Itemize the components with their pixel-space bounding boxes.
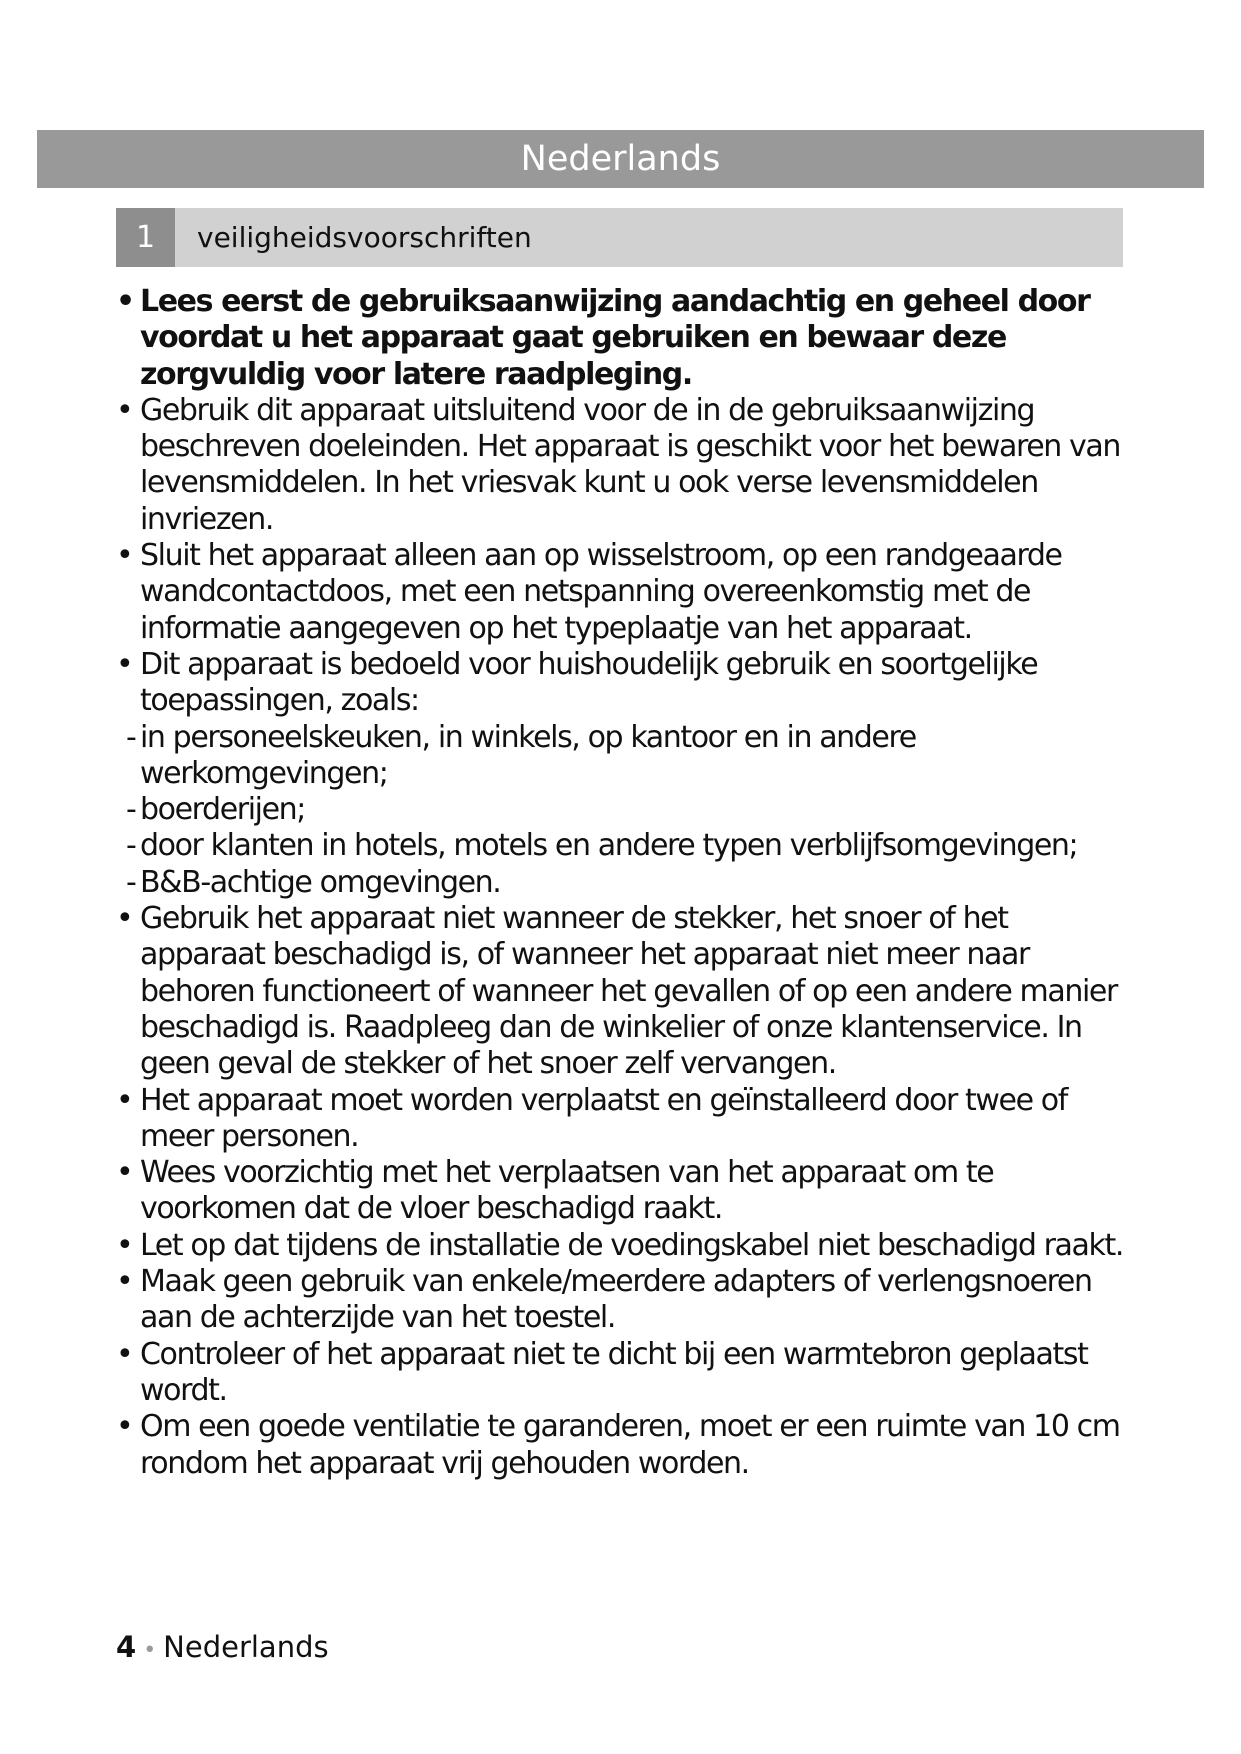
page-footer (116, 1630, 329, 1664)
list-item (116, 1155, 1126, 1228)
list-item-text: Sluit het apparaat alleen aan op wisselstroom, op een randgeaarde wandcontactdoos, met een netspanning overeenkomstig met de informatie aangegeven op het typeplaatje van het apparaat. (140, 538, 1062, 646)
sub-list-item-text: door klanten in hotels, motels en andere typen verblijfsomgevingen; (140, 828, 1078, 864)
bullet: • (116, 901, 133, 937)
list-item (116, 1337, 1126, 1410)
list-item-text: Let op dat tijdens de installatie de voedingskabel niet beschadigd raakt. (140, 1227, 1123, 1263)
sub-list-item (116, 828, 1126, 864)
sub-list-item-text: B&B-achtige omgevingen. (140, 864, 501, 900)
section-header (116, 208, 1123, 267)
list-item (116, 901, 1126, 1082)
list-item (116, 1409, 1126, 1482)
footer-language: Nederlands (163, 1630, 329, 1664)
bullet: • (116, 1264, 133, 1300)
bullet: • (116, 646, 133, 682)
list-item-text: Lees eerst de gebruiksaanwijzing aandachtig en geheel door voordat u het apparaat gaat gebruiken en bewaar deze zorgvuldig voor latere raadpleging. (140, 284, 1090, 392)
list-item (116, 1228, 1126, 1264)
bullet: • (116, 392, 133, 428)
sub-list-item (116, 720, 1126, 793)
list-item-text: Gebruik het apparaat niet wanneer de stekker, het snoer of het apparaat beschadigd is, of wanneer het apparaat niet meer naar behoren functioneert of wanneer het gevallen of op een andere manier beschadigd is. Raadpleeg dan de winkelier of onze klantenservice. In geen geval de stekker of het snoer zelf vervangen. (140, 901, 1117, 1082)
language-banner (37, 130, 1204, 188)
dash: - (126, 828, 136, 864)
sub-list-item-text: boerderijen; (140, 792, 305, 828)
page-number: 4 (116, 1630, 137, 1664)
list-item-text: Wees voorzichtig met het verplaatsen van het apparaat om te voorkomen dat de vloer beschadigd raakt. (140, 1155, 994, 1227)
section-number: 1 (116, 208, 175, 267)
safety-instructions-list (116, 284, 1126, 1482)
section-title: veiligheidsvoorschriften (197, 221, 532, 254)
list-item (116, 647, 1126, 720)
list-item-text: Gebruik dit apparaat uitsluitend voor de in de gebruiksaanwijzing beschreven doeleinden. Het apparaat is geschikt voor het bewaren van levensmiddelen. In het vriesvak kunt u ook verse levensmiddelen invriezen. (140, 392, 1120, 537)
bullet: • (116, 1082, 133, 1118)
footer-separator: • (143, 1638, 157, 1663)
sub-list-item-text: in personeelskeuken, in winkels, op kantoor en in andere werkomgevingen; (140, 719, 916, 791)
sub-list-item (116, 865, 1126, 901)
list-item (116, 1083, 1126, 1156)
bullet: • (116, 1409, 133, 1445)
list-item-text: Om een goede ventilatie te garanderen, moet er een ruimte van 10 cm rondom het apparaat vrij gehouden worden. (140, 1409, 1120, 1481)
banner-title: Nederlands (520, 139, 721, 179)
bullet: • (116, 1155, 133, 1191)
list-item-text: Controleer of het apparaat niet te dicht bij een warmtebron geplaatst wordt. (140, 1336, 1088, 1408)
dash: - (126, 864, 136, 900)
list-item (116, 538, 1126, 647)
bullet: • (116, 1336, 133, 1372)
list-item (116, 1264, 1126, 1337)
list-item (116, 284, 1126, 393)
dash: - (126, 719, 136, 755)
list-item-text: Dit apparaat is bedoeld voor huishoudelijk gebruik en soortgelijke toepassingen, zoals: (140, 646, 1038, 719)
list-item-text: Het apparaat moet worden verplaatst en geïnstalleerd door twee of meer personen. (140, 1082, 1067, 1154)
dash: - (126, 792, 136, 828)
bullet: • (116, 284, 134, 319)
list-item (116, 393, 1126, 538)
sub-list-item (116, 792, 1126, 828)
bullet: • (116, 538, 133, 574)
bullet: • (116, 1227, 133, 1263)
list-item-text: Maak geen gebruik van enkele/meerdere adapters of verlengsnoeren aan de achterzijde van het toestel. (140, 1264, 1092, 1336)
